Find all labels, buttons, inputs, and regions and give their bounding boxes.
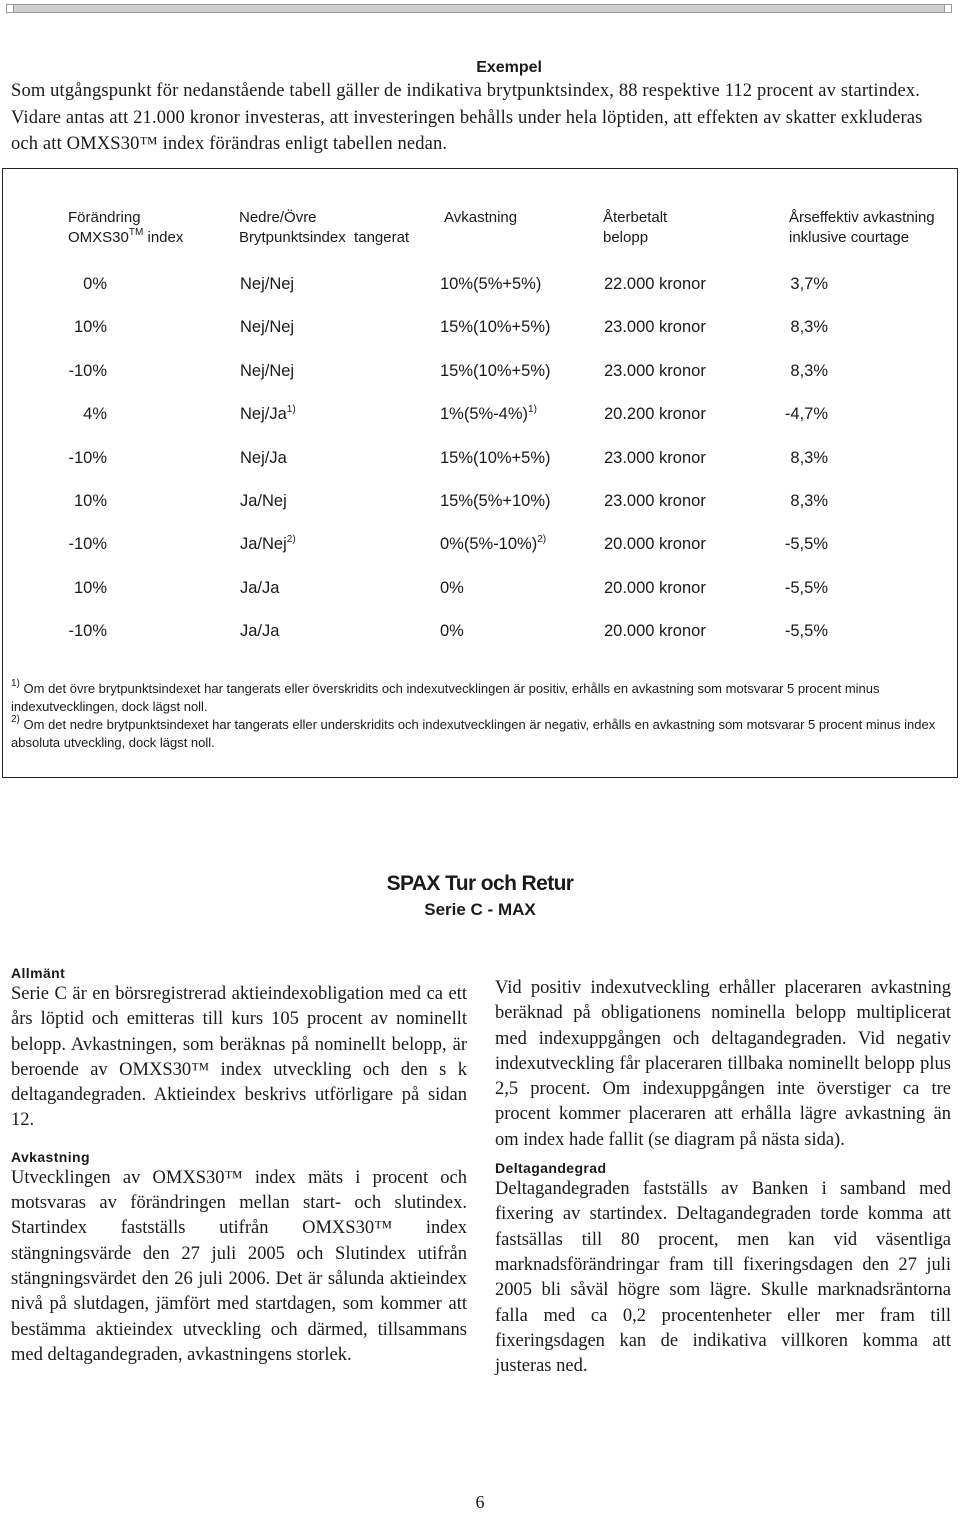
footnote-1-text: Om det övre brytpunktsindexet har tangerats eller överskridits och indexutvecklingen är positiv, erhålls en avkastning som motsvarar 5 procent minus indexutvecklingen, dock lägst noll. [11, 681, 880, 714]
row-breakpoints-value: Ja/Nej [240, 535, 287, 553]
row-change [57, 621, 107, 641]
row-breakpoints-footnote-mark: 2) [286, 534, 296, 545]
row-breakpoints-value: Nej/Ja [240, 449, 287, 467]
header-breakpoints-line1: Nedre/Övre [239, 209, 317, 226]
header-tm-mark: TM [128, 227, 144, 238]
example-title: Exempel [476, 59, 542, 76]
header-annual-line1: Årseffektiv avkastning [789, 209, 935, 226]
row-return-value: 0% [440, 579, 464, 597]
row-annual-value: -5,5% [784, 535, 828, 553]
row-repaid [604, 491, 706, 511]
header-repaid [603, 208, 667, 248]
row-annual [760, 491, 828, 511]
row-repaid-value: 20.000 kronor [604, 622, 706, 640]
row-breakpoints-value: Ja/Ja [240, 622, 280, 640]
row-repaid [604, 274, 706, 294]
row-annual [760, 448, 828, 468]
row-return [440, 491, 551, 511]
row-change-value: 0% [83, 275, 107, 293]
header-repaid-line1: Återbetalt [603, 209, 668, 226]
row-breakpoints-value: Nej/Nej [240, 318, 295, 336]
return-heading: Avkastning [11, 1148, 90, 1165]
header-repaid-line2: belopp [603, 229, 649, 246]
row-breakpoints [240, 491, 287, 511]
row-annual-value: 8,3% [790, 492, 828, 510]
row-repaid [604, 578, 706, 598]
row-annual [760, 578, 828, 598]
row-change-value: 4% [83, 405, 107, 423]
right-text: Vid positiv indexutveckling erhåller placeraren avkastning beräknad på obligationens nominella belopp multiplicerat med indexuppgången och deltagandegraden. Vid negativ indexutveckling får placeraren tillbaka nominellt belopp plus 2,5 procent. Om indexuppgången inte överstiger ca tre procent kommer placeraren att erhålla lägre avkastning än om index hade fallit (se diagram på nästa sida). [495, 978, 951, 1150]
general-heading: Allmänt [11, 965, 66, 981]
row-change [57, 361, 107, 381]
row-return-value: 15%(10%+5%) [440, 449, 551, 467]
row-annual [760, 317, 828, 337]
row-breakpoints [240, 448, 287, 468]
header-change-line2 [68, 228, 183, 248]
row-change [57, 274, 107, 294]
footnote-2 [11, 716, 946, 751]
row-return [440, 274, 541, 294]
row-return-value: 0%(5%-10%) [440, 535, 538, 553]
row-annual-value: 8,3% [790, 449, 828, 467]
header-change-index-suffix: index [143, 229, 184, 246]
row-repaid [604, 448, 706, 468]
row-change-value: -10% [68, 535, 107, 553]
row-repaid [604, 621, 706, 641]
row-return [440, 578, 464, 598]
row-change-value: -10% [68, 622, 107, 640]
row-annual [760, 621, 828, 641]
top-rule-right-cap [944, 4, 952, 13]
header-annual [789, 208, 935, 248]
row-return [440, 534, 546, 554]
row-change-value: 10% [73, 579, 107, 597]
row-breakpoints-footnote-mark: 1) [286, 404, 296, 415]
row-repaid [604, 534, 706, 554]
row-repaid-value: 23.000 kronor [604, 449, 706, 467]
row-change [57, 317, 107, 337]
row-breakpoints [240, 361, 294, 381]
footnote-1 [11, 680, 946, 715]
row-annual [760, 361, 828, 381]
return-text: Utvecklingen av OMXS30™ index mäts i procent och motsvaras av förändringen mellan start- och slutindex. Startindex fastställs utifrån OMXS30™ index stängningsvärde den 27 juli 2005 och Slutindex utifrån stängningsvärdet den 26 juli 2006. Det är sålunda aktieindex nivå på slutdagen, jämfört med startdagen, som kommer att bestämma aktieindex utveckling och därmed, tillsammans med deltagandegraden, avkastningens storlek. [11, 1167, 467, 1365]
row-breakpoints-value: Nej/Nej [240, 275, 295, 293]
row-change [57, 534, 107, 554]
row-annual [760, 534, 828, 554]
header-change [68, 208, 183, 248]
header-breakpoints-line2: Brytpunktsindex tangerat [239, 229, 410, 246]
row-change-value: 10% [73, 318, 107, 336]
row-change [57, 491, 107, 511]
row-repaid-value: 20.000 kronor [604, 535, 706, 553]
row-return [440, 404, 537, 424]
row-return-value: 15%(5%+10%) [440, 492, 551, 510]
header-change-index-name: OMXS30 [68, 229, 129, 246]
row-breakpoints-value: Ja/Nej [240, 492, 287, 510]
row-repaid-value: 22.000 kronor [604, 275, 706, 293]
row-return [440, 361, 551, 381]
row-breakpoints [240, 578, 279, 598]
footnote-2-mark: 2) [11, 714, 20, 725]
right-column [495, 976, 951, 1379]
row-return [440, 317, 551, 337]
row-return-footnote-mark: 1) [528, 404, 537, 415]
row-breakpoints [240, 534, 296, 554]
general-text: Serie C är en börsregistrerad aktieindexobligation med ca ett års löptid och emitteras till kurs 105 procent av nominellt belopp. Avkastningen, som beräknas på nominellt belopp, är beroende av OMXS30™ index utveckling och den s k deltagandegraden. Aktieindex beskrivs utförligare på sidan 12. [11, 984, 467, 1131]
row-return [440, 448, 551, 468]
row-breakpoints [240, 621, 279, 641]
header-annual-line2: inklusive courtage [789, 229, 910, 246]
row-repaid [604, 361, 706, 381]
participation-text: Deltagandegraden fastställs av Banken i samband med fixering av startindex. Deltagandegraden torde komma att fastsällas till 80 procent, men kan vid väsentliga marknadsförändringar fram till fixeringsdagen den 27 juli 2005 bli såväl högre som lägre. Skulle marknadsräntorna falla med ca 0,2 procentenheter eller mer fram till fixeringsdagen kan de indikativa villkoren komma att justeras ned. [495, 1179, 951, 1377]
header-return [444, 208, 517, 228]
row-breakpoints [240, 317, 294, 337]
row-change [57, 404, 107, 424]
row-breakpoints-value: Ja/Ja [240, 579, 280, 597]
row-annual [760, 274, 828, 294]
row-change-value: 10% [73, 492, 107, 510]
product-subtitle: Serie C - MAX [424, 900, 536, 919]
row-annual-value: -5,5% [784, 579, 828, 597]
example-paragraph: Som utgångspunkt för nedanstående tabell gäller de indikativa brytpunktsindex, 88 respektive 112 procent av startindex. Vidare antas att 21.000 kronor investeras, att investeringen behålls under hela löptiden, att effekten av skatter exkluderas och att OMXS30™ index förändras enligt tabellen nedan. [11, 81, 923, 154]
row-repaid [604, 404, 706, 424]
row-annual-value: -4,7% [784, 405, 828, 423]
footnote-1-mark: 1) [11, 678, 20, 689]
row-return-value: 0% [440, 622, 464, 640]
row-change-value: -10% [68, 449, 107, 467]
row-change-value: -10% [68, 362, 107, 380]
row-return-value: 15%(10%+5%) [440, 318, 551, 336]
row-breakpoints [240, 404, 296, 424]
row-annual [760, 404, 828, 424]
header-breakpoints [239, 208, 409, 248]
row-repaid-value: 20.200 kronor [604, 405, 706, 423]
row-return-value: 15%(10%+5%) [440, 362, 551, 380]
row-change [57, 448, 107, 468]
top-rule [6, 4, 952, 13]
row-repaid-value: 23.000 kronor [604, 362, 706, 380]
row-annual-value: 8,3% [790, 362, 828, 380]
header-change-line1: Förändring [68, 209, 141, 226]
row-return-footnote-mark: 2) [537, 534, 547, 545]
row-repaid-value: 23.000 kronor [604, 318, 706, 336]
product-title: SPAX Tur och Retur [386, 872, 574, 895]
row-return-value: 10%(5%+5%) [440, 275, 542, 293]
row-repaid [604, 317, 706, 337]
page-number: 6 [475, 1492, 485, 1512]
left-column [11, 962, 467, 1368]
row-breakpoints [240, 274, 294, 294]
row-return [440, 621, 464, 641]
row-breakpoints-value: Nej/Ja [240, 405, 287, 423]
row-change [57, 578, 107, 598]
footnote-2-text: Om det nedre brytpunktsindexet har tangerats eller underskridits och indexutvecklingen är negativ, erhålls en avkastning som motsvarar 5 procent minus index absoluta utveckling, dock lägst noll. [11, 717, 936, 750]
header-return-line1: Avkastning [444, 209, 518, 226]
row-repaid-value: 23.000 kronor [604, 492, 706, 510]
row-breakpoints-value: Nej/Nej [240, 362, 295, 380]
row-return-value: 1%(5%-4%) [440, 405, 529, 423]
row-annual-value: 3,7% [790, 275, 828, 293]
participation-heading: Deltagandegrad [495, 1160, 607, 1177]
row-repaid-value: 20.000 kronor [604, 579, 706, 597]
row-annual-value: -5,5% [784, 622, 828, 640]
row-annual-value: 8,3% [790, 318, 828, 336]
spacer [11, 1134, 467, 1146]
top-rule-left-cap [6, 4, 14, 13]
